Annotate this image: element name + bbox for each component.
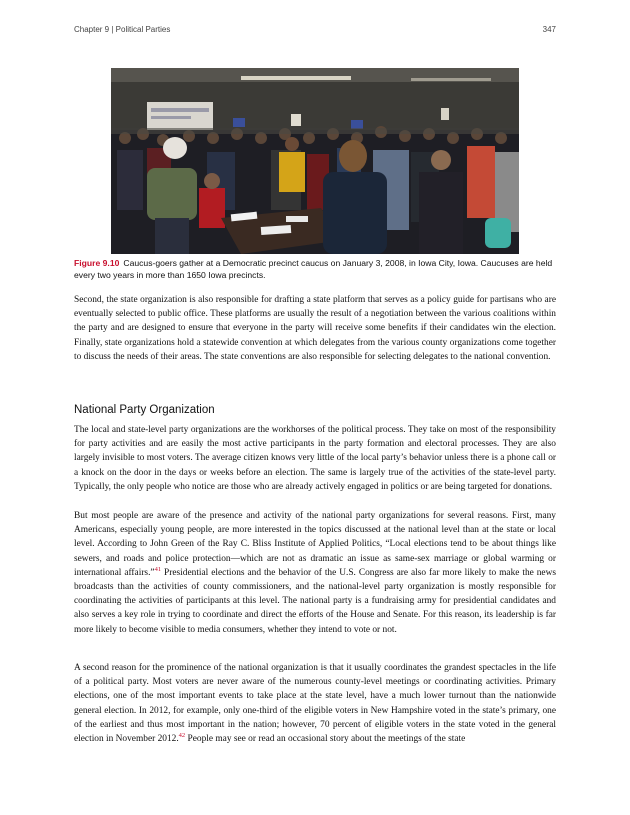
paragraph-state-platform xyxy=(74,293,556,364)
paragraph-national-awareness xyxy=(74,509,556,637)
paragraph-text-part: People may see or read an occasional story about the meetings of the state xyxy=(185,734,466,745)
figure-caption xyxy=(74,257,556,281)
paragraph-national-prominence xyxy=(74,661,556,746)
paragraph-text: The local and state-level party organizations are the workhorses of the political process. They take on most of the responsibility for party activities and are easily the most active participants in the party formation and electoral processes. They are also largely invisible to most voters. The average citizen knows very little of the local party’s behavior unless there is a phone call or a knock on the door in the days or weeks before an election. The same is largely true of the activities of the state-level party. Typically, the only people who notice are those who are already actively engaged in politics or are being targeted for donations. xyxy=(74,425,556,492)
paragraph-text: Second, the state organization is also responsible for drafting a state platform that serves as a policy guide for partisans who are eventually selected to public office. These platforms are usually the result of a negotiation between the various coalitions within the party and are designed to ensure that everyone in the party will receive some benefits if their candidates win the election. Finally, state organizations hold a statewide convention at which delegates from the various county organizations come together to discuss the needs of their areas. The state conventions are also responsible for selecting delegates to the national convention. xyxy=(74,295,556,362)
paragraph-local-state xyxy=(74,423,556,494)
footnote-ref-42[interactable]: 42 xyxy=(178,731,186,739)
caucus-photo xyxy=(111,68,519,254)
footnote-ref-41[interactable]: 41 xyxy=(154,565,162,573)
paragraph-text xyxy=(74,661,556,746)
paragraph-text-part: Presidential elections and the behavior of the U.S. Congress are also far more likely to make the news broadcasts than the activities of county commissioners, and the national-level party organization is mostly responsible for coordinating the activities of participants at this level. The national party is a fundraising army for presidential candidates and also serves a key role in trying to coordinate and direct the efforts of the House and Senate. For this reason, its leadership is far more likely to become visible to media consumers, whether they intend to vote or not. xyxy=(74,567,557,635)
section-heading: National Party Organization xyxy=(74,404,215,416)
figure-label: Figure 9.10 xyxy=(74,258,120,268)
paragraph-text-part: A second reason for the prominence of the national organization is that it usually coordinates the grandest spectacles in the life of a political party. Most voters are never aware of the numerous county-level meetings or coordinating activities. Primary elections, one of the most important events to take place at the state level, have a much lower turnout than the nationwide general election. In 2012, for example, only one-third of the eligible voters in New Hampshire voted in the state’s primary, one of the earliest and thus most important in the nation; however, 70 percent of eligible voters in the state voted in the general election in November 2012. xyxy=(74,663,556,745)
paragraph-text xyxy=(74,509,556,637)
caucus-photo-illustration xyxy=(111,68,519,254)
figure-caption-text: Caucus-goers gather at a Democratic precinct caucus on January 3, 2008, in Iowa City, Iowa. Caucuses are held every two years in more than 1650 Iowa precincts. xyxy=(74,258,553,280)
running-header-chapter: Chapter 9 | Political Parties xyxy=(74,25,171,34)
paragraph-text-part: But most people are aware of the presence and activity of the national party organizations for several reasons. First, many Americans, especially young people, are more interested in the topics discussed at the national level than at the state or local level. According to John Green of the Ray C. Bliss Institute of Applied Politics, “Local elections tend to be about things like sewers, and roads and police protection—which are not as dramatic an issue as same-sex marriage or global warming or international affairs.” xyxy=(74,511,556,578)
page-number: 347 xyxy=(542,25,556,34)
